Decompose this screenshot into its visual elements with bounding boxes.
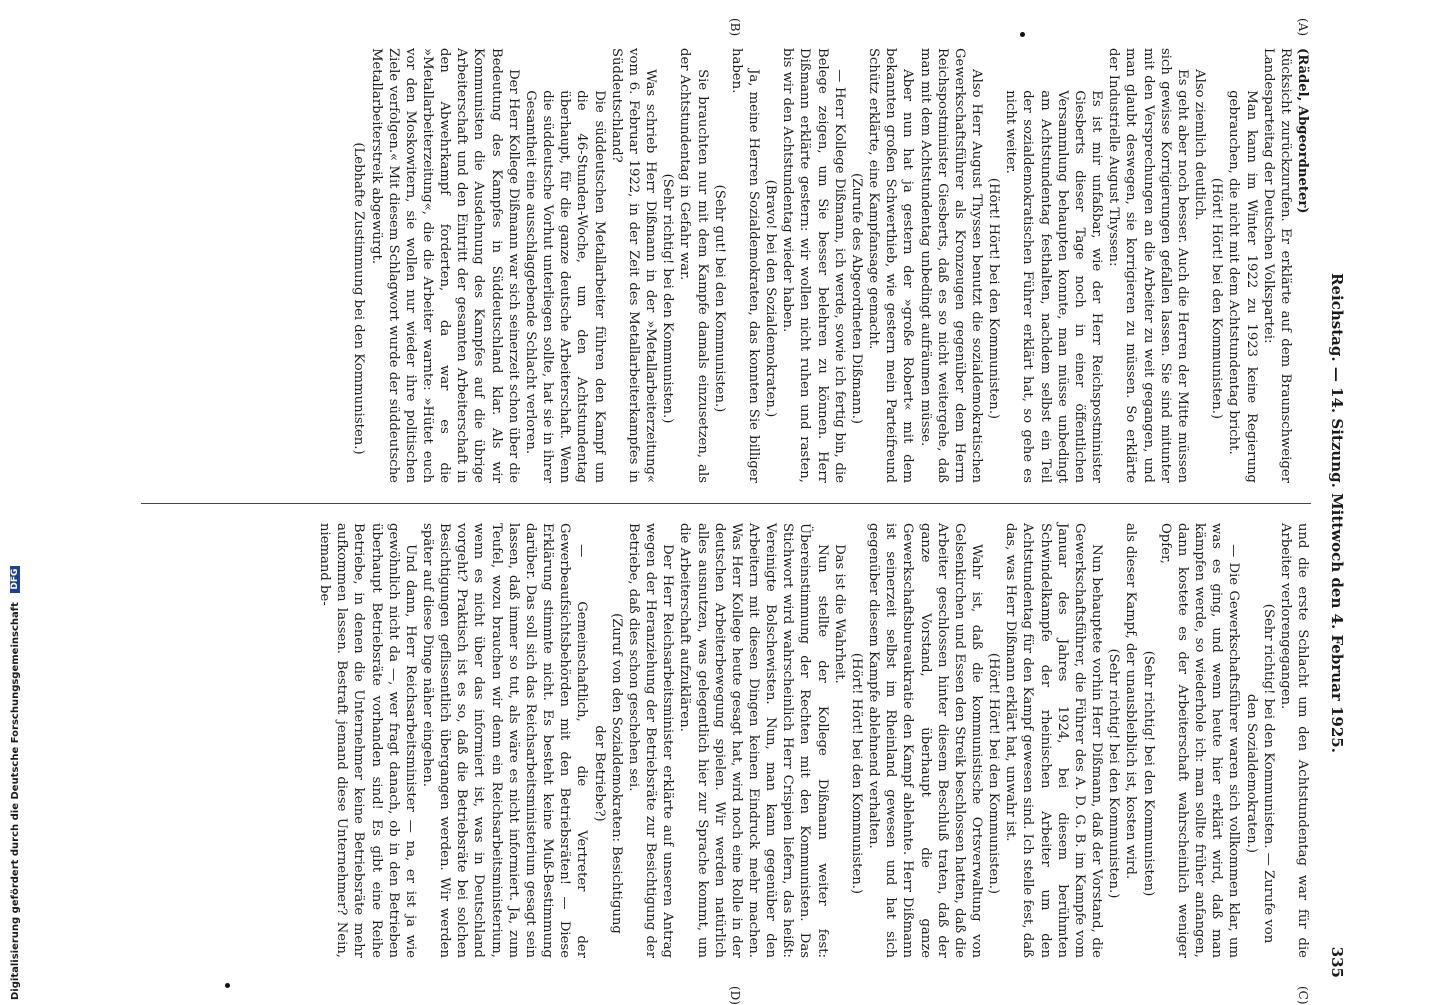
interjection: (Hört! Hört! bei den Kommunisten.) xyxy=(1209,177,1225,420)
margin-marker-c: (C) xyxy=(1296,986,1310,1005)
interjection: (Sehr gut! bei den Kommunisten.) xyxy=(711,184,727,413)
interjection: (Zurufe des Abgeordneten Dißmann.) xyxy=(848,173,864,424)
paragraph: Nun behauptete vorhin Herr Dißmann, daß der Vorstand, die Gewerkschaftsführer, die Führer des A. D. G. B. im Kampfe vom Januar des Jahres 1924, bei diesem berühmten Schwindelkampfe der rheinischen Arbeiter um den Achtstundentag für den Kampf gewesen sind. Ich stelle fest, daß das, was Herr Dißmann erklärt hat, unwahr ist. xyxy=(1003,523,1105,958)
interjection: (Sehr richtig! bei den Kommunisten.) xyxy=(660,173,676,424)
paragraph: Sie brauchten nur mit dem Kampfe damals einzusetzen, als der Achtstundentag in Gefahr war. xyxy=(677,48,710,483)
left-column xyxy=(350,48,1311,483)
rotated-page xyxy=(123,18,1346,1005)
paragraph: als dieser Kampf, der unausbleiblich ist, kosten wird. xyxy=(1123,523,1139,880)
header-title: Reichstag. — 14. Sitzung. Mittwoch den 4. Februar 1925. xyxy=(1328,273,1346,753)
paragraph: Rücksicht zurückzurufen. Er erklärte auf dem Braunschweiger Landesparteitag der Deutschen Volkspartei: xyxy=(1260,48,1293,483)
interjection: (Hört! Hört! bei den Kommunisten.) xyxy=(986,652,1002,895)
paragraph: Der Herr Reichsarbeitsminister erklärte auf unseren Antrag wegen der Heranziehung der Betriebsräte zur Besichtigung der Betriebe, daß dies schon geschehen sei. xyxy=(625,523,676,958)
paragraph: — Herr Kollege Dißmann, ich werde, sowie ich fertig bin, die Belege zeigen, um Sie besser belehren zu können. Herr Dißmann erklärte gestern: wir wollen nicht ruhen und rasten, bis wir den Achtstundentag wieder haben. xyxy=(780,48,847,483)
paragraph: Also ziemlich deutlich. xyxy=(1192,69,1208,221)
interjection: (Hört! Hört! bei den Kommunisten.) xyxy=(848,652,864,895)
margin-marker-a: (A) xyxy=(1296,18,1310,37)
paragraph: Wahr ist, daß die kommunistische Ortsverwaltung von Gelsenkirchen und Essen den Streik beschlossen hatten, daß die Arbeiter geschlossen hinter diesem Beschluß traten, daß der ganze Vorstand, überhaupt die ganze Gewerkschaftsbureaukratie den Kampf ablehnte. Herr Dißmann ist seinerzeit selbst im Rheinland gewesen und hat sich gegenüber diesem Kampfe ablehnend verhalten. xyxy=(866,523,985,958)
speaker-label: (Rädel, Abgeordneter) xyxy=(1295,48,1310,214)
page-header xyxy=(1323,48,1345,978)
interjection: (Lebhafte Zustimmung bei den Kommunisten.) xyxy=(351,142,367,455)
interjection: (Hört! Hört! bei den Kommunisten.) xyxy=(986,177,1002,420)
margin-dot xyxy=(225,983,230,988)
interjection: (Sehr richtig! bei den Kommunisten.) xyxy=(1106,648,1122,899)
paragraph: — Gemeinschaftlich, die Vertreter der Gewerbeaufsichtsbehörden mit den Betriebsräten! — Diese Erklärung stimmte nicht. Es besteht keine Muß-Bestimmung darüber. Das soll sich das Reichsarbeitsministerium gesagt sein lassen, daß immer so tut, als wäre es nicht informiert. Ja, zum Teufel, wozu brauchen wir denn ein Reichsarbeitsministerium, wenn es nicht über das informiert ist, was in Deutschland vorgeht? Praktisch ist es so, daß die Betriebsräte bei solchen Besichtigungen geflissentlich übergangen werden. Wir werden später auf diese Dinge näher eingehen. xyxy=(420,523,590,958)
paragraph: Und dann, Herr Reichsarbeitsminister — na, er ist ja wie gewöhnlich nicht da —, wer fragt danach, ob in den Betrieben überhaupt Betriebsräte vorhanden sind! Es gibt eine Reihe Betriebe, in denen die Unternehmer keine Betriebsräte mehr aufkommen lassen. Bestraft jemand diese Unternehmer? Nein, niemand be- xyxy=(317,523,418,958)
interjection: (Bravo! bei den Sozialdemokraten.) xyxy=(763,179,779,418)
paragraph: Also Herr August Thyssen benutzt die sozialdemokratischen Gewerkschaftsführer als Kronzeugen gegenüber dem Herrn Reichspostminister Giesberts, daß es so nicht weitergehe, daß man mit dem Achtstundentag unbedingt aufräumen müsse. xyxy=(917,48,985,483)
digitization-footer xyxy=(10,10,21,1000)
page-number: 335 xyxy=(1328,946,1346,978)
margin-marker-d: (D) xyxy=(728,986,742,1005)
quotation: Man kann im Winter 1922 zu 1923 keine Regierung gebrauchen, die nicht mit dem Achtstundentag bricht. xyxy=(1226,90,1259,483)
paragraph: Was schrieb Herr Dißmann in der »Metallarbeiterzeitung« vom 6. Februar 1922, in der Zeit des Metallarbeiterkampfes in Süddeutschland? xyxy=(608,48,659,483)
margin-marker-b: (B) xyxy=(728,18,742,37)
paragraph: Es geht aber noch besser. Auch die Herren der Mitte müssen sich gewisse Korrigierungen gefallen lassen. Sie sind mitunter mit den Versprechungen an die Arbeiter zu weit gegangen, und man glaubt deswegen, sie korrigieren zu müssen. So erklärte der Industrielle August Thyssen: xyxy=(1106,48,1190,483)
dfg-logo: DFG xyxy=(10,566,20,593)
paragraph: — Die Gewerkschaftsführer waren sich vollkommen klar, um was es ging, und wenn heute hier erklärt wird, daß man kämpfen werde, so wiederhole ich: man sollte früher anfangen, dann kostete es der Arbeiterschaft wahrscheinlich weniger Opfer, xyxy=(1157,523,1242,958)
column-divider xyxy=(141,503,1311,504)
right-column xyxy=(316,523,1311,958)
margin-dot xyxy=(1020,32,1025,37)
paragraph: Nun stellte der Kollege Dißmann weiter fest: Übereinstimmung der Rechten mit den Kommunisten. Das Stichwort wird wahrscheinlich Herr Crispien liefern, das heißt: Vereinigte Bolschewisten. Nun, man kann gegenüber den Arbeitern mit diesen Dingen keinen Eindruck mehr machen. Was Herr Kollege heute gesagt hat, wird noch eine Rolle in der deutschen Arbeiterbewegung spielen. Wir werden natürlich alles ausnutzen, was gelegentlich hier zur Sprache kommt, um die Arbeiterschaft aufzuklären. xyxy=(677,523,830,958)
paragraph: Aber nun hat ja gestern der »große Robert« mit dem bekannten großen Schwerthieb, wie gestern mein Parteifreund Schütz erklärte, eine Kampfansage gemacht. xyxy=(866,48,916,483)
paragraph: und die erste Schlacht um den Achtstundentag war für die Arbeiter verlorengegangen. xyxy=(1277,523,1310,958)
paragraph: Ja, meine Herren Sozialdemokraten, das konnten Sie billiger haben. xyxy=(728,48,761,483)
paragraph: Der Herr Kollege Dißmann war sich seinerzeit schon über die Bedeutung des Kampfes in Süddeutschland klar. Als wir Kommunisten die Ausdehnung des Kampfes auf die übrige Arbeiterschaft und den Eintritt der gesamten Arbeiterschaft in den Abwehrkampf forderten, da war es die »Metallarbeiterzeitung«, die die Arbeiter warnte: »Hütet euch vor den Moskowitern, sie wollen nur wieder ihre politischen Ziele verfolgen.« Mit diesem Schlagwort wurde der süddeutsche Metallarbeiterstreik abgewürgt. xyxy=(368,48,521,483)
quotation: Die süddeutschen Metallarbeiter führen den Kampf um die 46-Stunden-Woche, um den Achtstundentag überhaupt, für die ganze deutsche Arbeiterschaft. Wenn die süddeutsche Vorhut unterliegen sollte, hat sie in ihrer Gesamtheit eine ausschlaggebende Schlacht verloren. xyxy=(522,90,607,483)
paragraph: Das ist die Wahrheit. xyxy=(831,544,847,684)
footer-text: Digitalisierung gefördert durch die Deutsche Forschungsgemeinschaft xyxy=(10,602,21,1000)
quotation: Es ist mir unfaßbar, wie der Herr Reichspostminister Giesberts dieser Tage noch in einer öffentlichen Versammlung behaupten konnte, man müsse unbedingt am Achtstundentag festhalten, nachdem selbst ein Teil der sozialdemokratischen Führer erklärt hat, so gehe es nicht weiter. xyxy=(1003,90,1105,483)
interjection: (Sehr richtig! bei den Kommunisten) xyxy=(1140,650,1156,897)
interjection: (Zuruf von den Sozialdemokraten: Besichtigung der Betriebe?) xyxy=(591,613,624,934)
interjection: (Sehr richtig! bei den Kommunisten. — Zurufe von den Sozialdemokraten.) xyxy=(1243,603,1276,944)
